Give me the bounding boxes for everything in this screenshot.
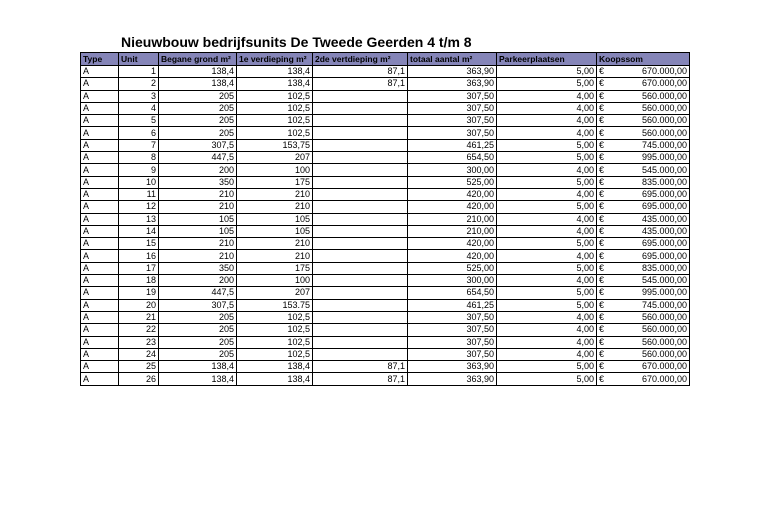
currency-symbol: € <box>599 66 605 77</box>
cell-type: A <box>81 287 119 299</box>
cell-totaal: 461,25 <box>408 299 497 311</box>
table-row <box>81 127 690 139</box>
cell-type: A <box>81 238 119 250</box>
cell-totaal: 307,50 <box>408 102 497 114</box>
cell-parkeerplaatsen: 5,00 <box>497 287 597 299</box>
cell-type: A <box>81 361 119 373</box>
cell-1e-verdieping: 138,4 <box>237 373 313 385</box>
cell-2de-verdieping <box>313 311 408 323</box>
koopsom-amount: 670.000,00 <box>641 66 687 77</box>
cell-parkeerplaatsen: 4,00 <box>497 348 597 360</box>
table-row <box>81 250 690 262</box>
cell-parkeerplaatsen: 5,00 <box>497 78 597 90</box>
koopsom-amount: 695.000,00 <box>641 189 687 200</box>
cell-parkeerplaatsen: 4,00 <box>497 102 597 114</box>
cell-koopsom <box>597 90 690 102</box>
cell-unit: 19 <box>119 287 159 299</box>
cell-totaal: 420,00 <box>408 188 497 200</box>
cell-totaal: 300,00 <box>408 164 497 176</box>
cell-begane-grond: 138,4 <box>159 66 237 78</box>
cell-1e-verdieping: 175 <box>237 176 313 188</box>
koopsom-amount: 835.000,00 <box>641 176 687 187</box>
cell-begane-grond: 205 <box>159 336 237 348</box>
cell-parkeerplaatsen: 5,00 <box>497 152 597 164</box>
table-row <box>81 115 690 127</box>
cell-begane-grond: 210 <box>159 188 237 200</box>
cell-totaal: 307,50 <box>408 336 497 348</box>
cell-unit: 8 <box>119 152 159 164</box>
cell-begane-grond: 350 <box>159 262 237 274</box>
column-header-begane-grond: Begane grond m² <box>159 53 237 66</box>
column-header-totaal: totaal aantal m² <box>408 53 497 66</box>
table-row <box>81 66 690 78</box>
cell-koopsom <box>597 361 690 373</box>
cell-1e-verdieping: 210 <box>237 250 313 262</box>
cell-2de-verdieping <box>313 287 408 299</box>
cell-totaal: 307,50 <box>408 127 497 139</box>
cell-type: A <box>81 275 119 287</box>
cell-parkeerplaatsen: 4,00 <box>497 127 597 139</box>
cell-1e-verdieping: 153.75 <box>237 299 313 311</box>
cell-1e-verdieping: 138,4 <box>237 66 313 78</box>
cell-parkeerplaatsen: 5,00 <box>497 176 597 188</box>
cell-begane-grond: 138,4 <box>159 361 237 373</box>
cell-parkeerplaatsen: 5,00 <box>497 262 597 274</box>
cell-parkeerplaatsen: 5,00 <box>497 299 597 311</box>
cell-unit: 3 <box>119 90 159 102</box>
cell-unit: 2 <box>119 78 159 90</box>
cell-koopsom <box>597 250 690 262</box>
cell-parkeerplaatsen: 4,00 <box>497 250 597 262</box>
cell-parkeerplaatsen: 5,00 <box>497 238 597 250</box>
cell-2de-verdieping <box>313 299 408 311</box>
cell-type: A <box>81 299 119 311</box>
cell-totaal: 363,90 <box>408 66 497 78</box>
currency-symbol: € <box>599 213 605 224</box>
cell-totaal: 307,50 <box>408 115 497 127</box>
cell-1e-verdieping: 102,5 <box>237 102 313 114</box>
cell-koopsom <box>597 127 690 139</box>
cell-type: A <box>81 78 119 90</box>
currency-symbol: € <box>599 373 605 384</box>
table-row <box>81 139 690 151</box>
currency-symbol: € <box>599 189 605 200</box>
cell-unit: 4 <box>119 102 159 114</box>
cell-begane-grond: 210 <box>159 250 237 262</box>
cell-begane-grond: 205 <box>159 348 237 360</box>
cell-2de-verdieping <box>313 201 408 213</box>
cell-begane-grond: 105 <box>159 213 237 225</box>
cell-koopsom <box>597 66 690 78</box>
column-header-parkeerplaatsen: Parkeerplaatsen <box>497 53 597 66</box>
cell-type: A <box>81 324 119 336</box>
table-row <box>81 348 690 360</box>
cell-parkeerplaatsen: 4,00 <box>497 164 597 176</box>
currency-symbol: € <box>599 127 605 138</box>
koopsom-amount: 670.000,00 <box>641 373 687 384</box>
koopsom-amount: 560.000,00 <box>641 348 687 359</box>
cell-type: A <box>81 139 119 151</box>
koopsom-amount: 435.000,00 <box>641 226 687 236</box>
cell-1e-verdieping: 210 <box>237 188 313 200</box>
currency-symbol: € <box>599 361 605 372</box>
cell-begane-grond: 200 <box>159 275 237 287</box>
cell-2de-verdieping: 87,1 <box>313 361 408 373</box>
cell-1e-verdieping: 105 <box>237 225 313 237</box>
cell-koopsom <box>597 238 690 250</box>
cell-2de-verdieping <box>313 336 408 348</box>
cell-totaal: 307,50 <box>408 311 497 323</box>
cell-unit: 15 <box>119 238 159 250</box>
cell-koopsom <box>597 373 690 385</box>
cell-1e-verdieping: 102,5 <box>237 90 313 102</box>
cell-parkeerplaatsen: 5,00 <box>497 361 597 373</box>
cell-koopsom <box>597 188 690 200</box>
cell-1e-verdieping: 210 <box>237 238 313 250</box>
cell-unit: 6 <box>119 127 159 139</box>
cell-unit: 21 <box>119 311 159 323</box>
cell-2de-verdieping <box>313 324 408 336</box>
currency-symbol: € <box>599 226 605 236</box>
cell-1e-verdieping: 138,4 <box>237 78 313 90</box>
cell-unit: 17 <box>119 262 159 274</box>
currency-symbol: € <box>599 238 605 249</box>
koopsom-amount: 560.000,00 <box>641 324 687 335</box>
table-row <box>81 213 690 225</box>
cell-parkeerplaatsen: 4,00 <box>497 188 597 200</box>
cell-koopsom <box>597 275 690 287</box>
currency-symbol: € <box>599 287 605 298</box>
cell-begane-grond: 447,5 <box>159 152 237 164</box>
cell-type: A <box>81 102 119 114</box>
units-table <box>80 52 690 386</box>
cell-type: A <box>81 201 119 213</box>
cell-2de-verdieping: 87,1 <box>313 373 408 385</box>
cell-type: A <box>81 262 119 274</box>
cell-koopsom <box>597 299 690 311</box>
table-row <box>81 152 690 164</box>
table-row <box>81 90 690 102</box>
cell-2de-verdieping <box>313 115 408 127</box>
cell-type: A <box>81 225 119 237</box>
koopsom-amount: 560.000,00 <box>641 90 687 101</box>
cell-totaal: 363,90 <box>408 373 497 385</box>
koopsom-amount: 745.000,00 <box>641 299 687 310</box>
cell-type: A <box>81 66 119 78</box>
cell-totaal: 525,00 <box>408 176 497 188</box>
cell-2de-verdieping <box>313 262 408 274</box>
cell-totaal: 363,90 <box>408 78 497 90</box>
cell-koopsom <box>597 152 690 164</box>
cell-2de-verdieping <box>313 348 408 360</box>
cell-2de-verdieping <box>313 225 408 237</box>
cell-1e-verdieping: 175 <box>237 262 313 274</box>
table-row <box>81 188 690 200</box>
currency-symbol: € <box>599 324 605 335</box>
cell-totaal: 307,50 <box>408 348 497 360</box>
cell-begane-grond: 205 <box>159 102 237 114</box>
column-header-koopsom: Koopssom <box>597 53 690 66</box>
cell-koopsom <box>597 78 690 90</box>
currency-symbol: € <box>599 312 605 323</box>
cell-totaal: 363,90 <box>408 361 497 373</box>
cell-1e-verdieping: 102,5 <box>237 336 313 348</box>
koopsom-amount: 995.000,00 <box>641 152 687 163</box>
currency-symbol: € <box>599 164 605 175</box>
table-row <box>81 176 690 188</box>
cell-1e-verdieping: 102,5 <box>237 324 313 336</box>
cell-totaal: 461,25 <box>408 139 497 151</box>
cell-parkeerplaatsen: 5,00 <box>497 373 597 385</box>
currency-symbol: € <box>599 348 605 359</box>
cell-koopsom <box>597 176 690 188</box>
cell-parkeerplaatsen: 5,00 <box>497 201 597 213</box>
cell-type: A <box>81 188 119 200</box>
cell-unit: 1 <box>119 66 159 78</box>
currency-symbol: € <box>599 250 605 261</box>
table-row <box>81 324 690 336</box>
table-row <box>81 102 690 114</box>
koopsom-amount: 560.000,00 <box>641 127 687 138</box>
cell-1e-verdieping: 100 <box>237 164 313 176</box>
cell-koopsom <box>597 164 690 176</box>
cell-type: A <box>81 311 119 323</box>
cell-1e-verdieping: 210 <box>237 201 313 213</box>
cell-begane-grond: 138,4 <box>159 373 237 385</box>
cell-1e-verdieping: 105 <box>237 213 313 225</box>
cell-koopsom <box>597 311 690 323</box>
cell-2de-verdieping <box>313 102 408 114</box>
cell-totaal: 420,00 <box>408 250 497 262</box>
currency-symbol: € <box>599 152 605 163</box>
koopsom-amount: 695.000,00 <box>641 201 687 212</box>
koopsom-amount: 560.000,00 <box>641 115 687 126</box>
cell-begane-grond: 205 <box>159 115 237 127</box>
cell-koopsom <box>597 102 690 114</box>
cell-2de-verdieping <box>313 250 408 262</box>
cell-1e-verdieping: 153,75 <box>237 139 313 151</box>
cell-unit: 11 <box>119 188 159 200</box>
cell-parkeerplaatsen: 4,00 <box>497 275 597 287</box>
cell-2de-verdieping <box>313 213 408 225</box>
cell-2de-verdieping <box>313 238 408 250</box>
koopsom-amount: 670.000,00 <box>641 78 687 89</box>
column-header-unit: Unit <box>119 53 159 66</box>
cell-unit: 24 <box>119 348 159 360</box>
cell-totaal: 307,50 <box>408 90 497 102</box>
cell-totaal: 300,00 <box>408 275 497 287</box>
currency-symbol: € <box>599 103 605 114</box>
koopsom-amount: 835.000,00 <box>641 262 687 273</box>
cell-unit: 13 <box>119 213 159 225</box>
table-row <box>81 311 690 323</box>
table-row <box>81 361 690 373</box>
cell-2de-verdieping: 87,1 <box>313 78 408 90</box>
cell-parkeerplaatsen: 4,00 <box>497 324 597 336</box>
table-row <box>81 201 690 213</box>
cell-begane-grond: 205 <box>159 127 237 139</box>
cell-2de-verdieping <box>313 90 408 102</box>
cell-begane-grond: 307,5 <box>159 139 237 151</box>
cell-parkeerplaatsen: 4,00 <box>497 336 597 348</box>
cell-unit: 7 <box>119 139 159 151</box>
cell-totaal: 654,50 <box>408 287 497 299</box>
cell-parkeerplaatsen: 4,00 <box>497 225 597 237</box>
currency-symbol: € <box>599 176 605 187</box>
currency-symbol: € <box>599 275 605 286</box>
cell-totaal: 525,00 <box>408 262 497 274</box>
cell-unit: 12 <box>119 201 159 213</box>
cell-begane-grond: 307,5 <box>159 299 237 311</box>
cell-koopsom <box>597 225 690 237</box>
cell-koopsom <box>597 201 690 213</box>
koopsom-amount: 560.000,00 <box>641 336 687 347</box>
cell-koopsom <box>597 287 690 299</box>
cell-1e-verdieping: 102,5 <box>237 127 313 139</box>
cell-unit: 25 <box>119 361 159 373</box>
cell-parkeerplaatsen: 4,00 <box>497 90 597 102</box>
column-header-type: Type <box>81 53 119 66</box>
cell-unit: 16 <box>119 250 159 262</box>
cell-unit: 20 <box>119 299 159 311</box>
cell-unit: 18 <box>119 275 159 287</box>
cell-type: A <box>81 336 119 348</box>
cell-koopsom <box>597 139 690 151</box>
column-header-2de-verdieping: 2de vertdieping m² <box>313 53 408 66</box>
cell-2de-verdieping <box>313 188 408 200</box>
cell-type: A <box>81 213 119 225</box>
cell-unit: 23 <box>119 336 159 348</box>
cell-type: A <box>81 348 119 360</box>
koopsom-amount: 560.000,00 <box>641 312 687 323</box>
table-row <box>81 78 690 90</box>
cell-2de-verdieping <box>313 176 408 188</box>
currency-symbol: € <box>599 336 605 347</box>
cell-type: A <box>81 373 119 385</box>
cell-totaal: 420,00 <box>408 238 497 250</box>
table-row <box>81 275 690 287</box>
cell-begane-grond: 205 <box>159 90 237 102</box>
cell-2de-verdieping <box>313 127 408 139</box>
cell-totaal: 307,50 <box>408 324 497 336</box>
cell-type: A <box>81 90 119 102</box>
cell-parkeerplaatsen: 4,00 <box>497 311 597 323</box>
koopsom-amount: 695.000,00 <box>641 250 687 261</box>
currency-symbol: € <box>599 90 605 101</box>
cell-1e-verdieping: 102,5 <box>237 115 313 127</box>
cell-1e-verdieping: 102,5 <box>237 348 313 360</box>
koopsom-amount: 435.000,00 <box>641 213 687 224</box>
koopsom-amount: 745.000,00 <box>641 139 687 150</box>
koopsom-amount: 695.000,00 <box>641 238 687 249</box>
koopsom-amount: 545.000,00 <box>641 164 687 175</box>
page-title: Nieuwbouw bedrijfsunits De Tweede Geerden 4 t/m 8 <box>121 34 472 50</box>
table-row <box>81 373 690 385</box>
table-row <box>81 238 690 250</box>
table-row <box>81 225 690 237</box>
cell-parkeerplaatsen: 4,00 <box>497 115 597 127</box>
cell-totaal: 420,00 <box>408 201 497 213</box>
cell-unit: 14 <box>119 225 159 237</box>
currency-symbol: € <box>599 115 605 126</box>
cell-type: A <box>81 115 119 127</box>
cell-1e-verdieping: 207 <box>237 287 313 299</box>
cell-koopsom <box>597 213 690 225</box>
cell-type: A <box>81 127 119 139</box>
cell-1e-verdieping: 100 <box>237 275 313 287</box>
cell-begane-grond: 210 <box>159 238 237 250</box>
cell-unit: 26 <box>119 373 159 385</box>
cell-begane-grond: 205 <box>159 324 237 336</box>
cell-parkeerplaatsen: 5,00 <box>497 139 597 151</box>
cell-koopsom <box>597 115 690 127</box>
koopsom-amount: 560.000,00 <box>641 103 687 114</box>
cell-begane-grond: 205 <box>159 311 237 323</box>
cell-type: A <box>81 176 119 188</box>
cell-parkeerplaatsen: 5,00 <box>497 66 597 78</box>
cell-type: A <box>81 164 119 176</box>
cell-2de-verdieping <box>313 139 408 151</box>
cell-1e-verdieping: 207 <box>237 152 313 164</box>
cell-begane-grond: 138,4 <box>159 78 237 90</box>
cell-unit: 9 <box>119 164 159 176</box>
cell-koopsom <box>597 348 690 360</box>
cell-parkeerplaatsen: 4,00 <box>497 213 597 225</box>
currency-symbol: € <box>599 78 605 89</box>
cell-begane-grond: 200 <box>159 164 237 176</box>
cell-type: A <box>81 152 119 164</box>
table-row <box>81 287 690 299</box>
cell-1e-verdieping: 102,5 <box>237 311 313 323</box>
table-row <box>81 164 690 176</box>
cell-begane-grond: 210 <box>159 201 237 213</box>
currency-symbol: € <box>599 262 605 273</box>
koopsom-amount: 995.000,00 <box>641 287 687 298</box>
cell-koopsom <box>597 324 690 336</box>
cell-begane-grond: 447,5 <box>159 287 237 299</box>
currency-symbol: € <box>599 299 605 310</box>
cell-2de-verdieping <box>313 152 408 164</box>
koopsom-amount: 670.000,00 <box>641 361 687 372</box>
cell-unit: 10 <box>119 176 159 188</box>
cell-unit: 22 <box>119 324 159 336</box>
table-row <box>81 299 690 311</box>
cell-unit: 5 <box>119 115 159 127</box>
table-header-row <box>81 53 690 66</box>
cell-2de-verdieping: 87,1 <box>313 66 408 78</box>
table-row <box>81 336 690 348</box>
cell-koopsom <box>597 336 690 348</box>
cell-2de-verdieping <box>313 275 408 287</box>
cell-totaal: 654,50 <box>408 152 497 164</box>
cell-1e-verdieping: 138,4 <box>237 361 313 373</box>
cell-2de-verdieping <box>313 164 408 176</box>
cell-koopsom <box>597 262 690 274</box>
cell-begane-grond: 350 <box>159 176 237 188</box>
currency-symbol: € <box>599 201 605 212</box>
column-header-1e-verdieping: 1e verdieping m² <box>237 53 313 66</box>
currency-symbol: € <box>599 139 605 150</box>
koopsom-amount: 545.000,00 <box>641 275 687 286</box>
cell-type: A <box>81 250 119 262</box>
cell-begane-grond: 105 <box>159 225 237 237</box>
cell-totaal: 210,00 <box>408 213 497 225</box>
cell-totaal: 210,00 <box>408 225 497 237</box>
table-row <box>81 262 690 274</box>
